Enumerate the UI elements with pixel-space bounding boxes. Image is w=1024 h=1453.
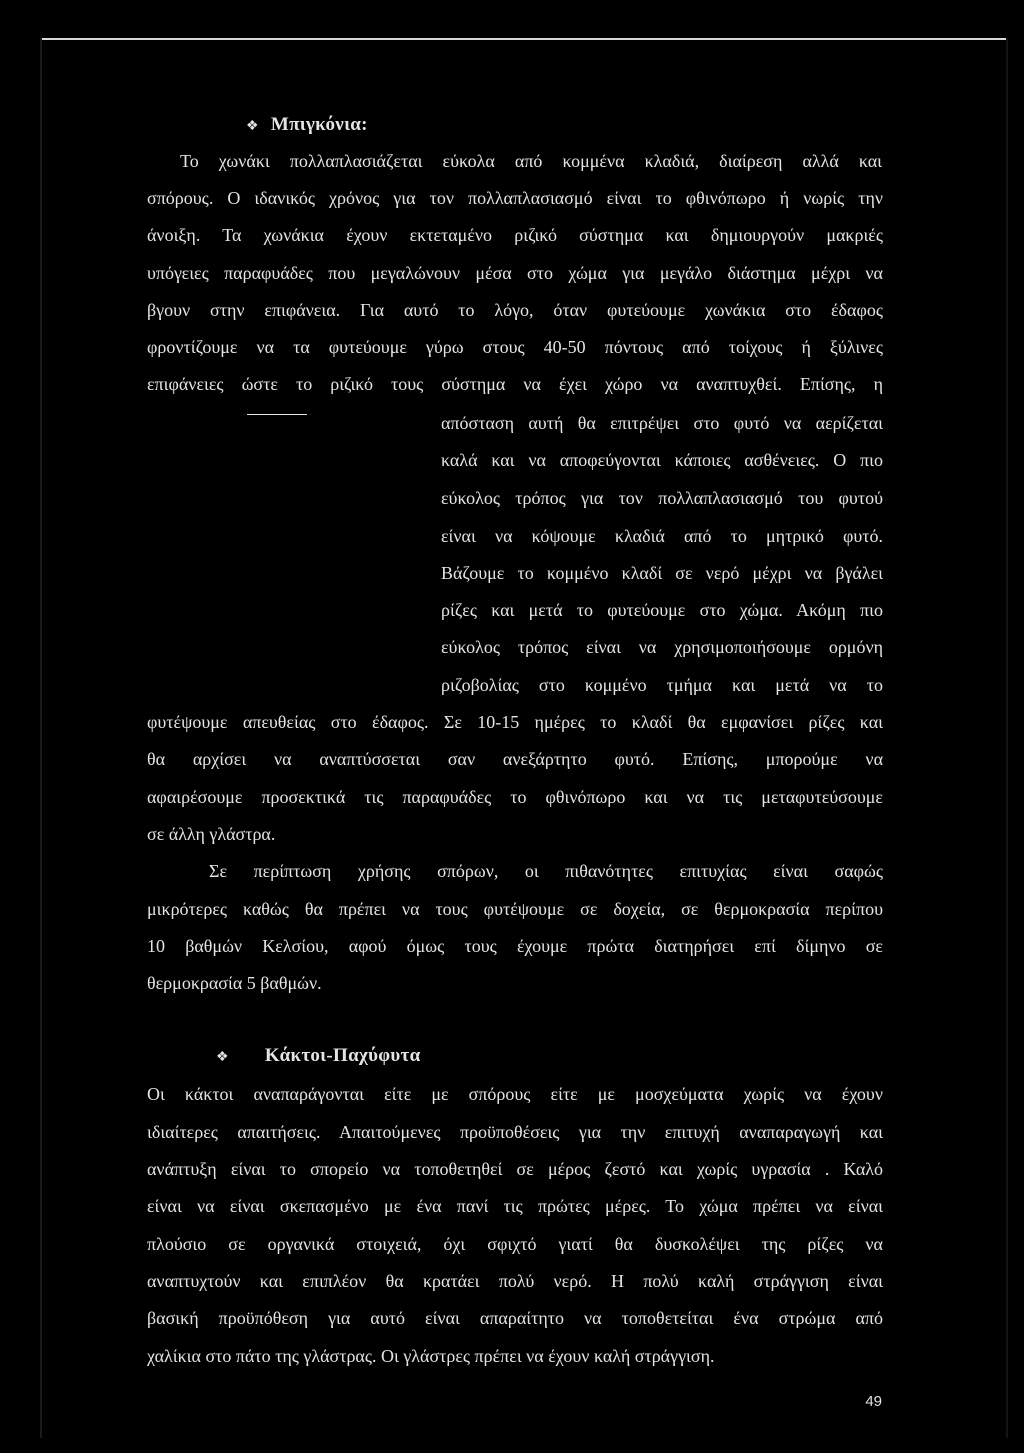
paragraph-line: χαλίκια στο πάτο της γλάστρας. Οι γλάστρες πρέπει να έχουν καλή στράγγιση.: [147, 1346, 715, 1366]
diamond-bullet-icon: ❖: [246, 119, 259, 134]
paragraph-line: ριζοβολίας στο κομμένο τμήμα και μετά να το: [441, 675, 883, 695]
paragraph-line: αναπτυχτούν και επιπλέον θα κρατάει πολύ νερό. Η πολύ καλή στράγγιση είναι: [147, 1271, 883, 1291]
paragraph-line: εύκολος τρόπος για τον πολλαπλασιασμό του φυτού: [441, 488, 883, 508]
paragraph-line: πλούσιο σε οργανικά στοιχειά, όχι σφιχτό γιατί θα δυσκολέψει της ρίζες να: [147, 1234, 883, 1254]
paragraph-line: φροντίζουμε να τα φυτεύουμε γύρω στους 40-50 πόντους από τοίχους ή ξύλινες: [147, 337, 883, 357]
heading-text: Μπιγκόνια:: [270, 114, 368, 135]
section-heading-cacti: [216, 1045, 421, 1067]
paragraph-line: βγουν στην επιφάνεια. Για αυτό το λόγο, όταν φυτεύουμε χωνάκια στο έδαφος: [147, 300, 883, 320]
paragraph-line: σε άλλη γλάστρα.: [147, 824, 276, 844]
paragraph-line: υπόγειες παραφυάδες που μεγαλώνουν μέσα στο χώμα για μεγάλο διάστημα μέχρι να: [147, 263, 883, 283]
page-border-top: [40, 38, 1008, 40]
paragraph-line: είναι να κόψουμε κλαδιά από το μητρικό φυτό.: [441, 526, 883, 546]
paragraph-line: εύκολος τρόπος είναι να χρησιμοποιήσουμε ορμόνη: [441, 637, 883, 657]
paragraph-line: 10 βαθμών Κελσίου, αφού όμως τους έχουμε πρώτα διατηρήσει επί δίμηνο σε: [147, 936, 883, 956]
page-number: 49: [865, 1393, 882, 1410]
diamond-bullet-icon: ❖: [216, 1050, 229, 1065]
paragraph-line: βασική προϋπόθεση για αυτό είναι απαραίτητο να τοποθετείται ένα στρώμα από: [147, 1308, 883, 1328]
heading-text: Κάκτοι-Παχύφυτα: [264, 1045, 421, 1066]
paragraph-line: ρίζες και μετά το φυτεύουμε στο χώμα. Ακόμη πιο: [441, 600, 883, 620]
paragraph-line: αφαιρέσουμε προσεκτικά τις παραφυάδες το φθινόπωρο και να τις μεταφυτεύσουμε: [147, 787, 883, 807]
paragraph-line: επιφάνειες ώστε το ριζικό τους σύστημα να έχει χώρο να αναπτυχθεί. Επίσης, η: [147, 374, 883, 394]
paragraph-line: Βάζουμε το κομμένο κλαδί σε νερό μέχρι να βγάλει: [441, 563, 883, 583]
paragraph-line: Σε περίπτωση χρήσης σπόρων, οι πιθανότητες επιτυχίας είναι σαφώς: [209, 861, 883, 881]
paragraph-line: απόσταση αυτή θα επιτρέψει στο φυτό να αερίζεται: [441, 413, 883, 433]
figure-placeholder-rule: [247, 414, 307, 415]
paragraph-line: καλά και να αποφεύγονται κάποιες ασθένειες. Ο πιο: [441, 450, 883, 470]
paragraph-line: Οι κάκτοι αναπαράγονται είτε με σπόρους είτε με μοσχεύματα χωρίς να έχουν: [147, 1084, 883, 1104]
paragraph-line: Το χωνάκι πολλαπλασιάζεται εύκολα από κομμένα κλαδιά, διαίρεση αλλά και: [180, 151, 882, 171]
page-border-right: [1006, 38, 1008, 1438]
paragraph-line: μικρότερες καθώς θα πρέπει να τους φυτέψουμε σε δοχεία, σε θερμοκρασία περίπου: [147, 899, 883, 919]
paragraph-line: θα αρχίσει να αναπτύσσεται σαν ανεξάρτητο φυτό. Επίσης, μπορούμε να: [147, 749, 883, 769]
paragraph-line: σπόρους. Ο ιδανικός χρόνος για τον πολλαπλασιασμό είναι το φθινόπωρο ή νωρίς την: [147, 188, 883, 208]
page-border-left: [40, 38, 42, 1438]
paragraph-line: θερμοκρασία 5 βαθμών.: [147, 973, 322, 993]
section-heading-begonia: [246, 114, 368, 136]
paragraph-line: φυτέψουμε απευθείας στο έδαφος. Σε 10-15 ημέρες το κλαδί θα εμφανίσει ρίζες και: [147, 712, 883, 732]
paragraph-line: είναι να είναι σκεπασμένο με ένα πανί τις πρώτες μέρες. Το χώμα πρέπει να είναι: [147, 1196, 883, 1216]
paragraph-line: ανάπτυξη είναι το σπορείο να τοποθετηθεί σε μέρος ζεστό και χωρίς υγρασία . Καλό: [147, 1159, 883, 1179]
paragraph-line: ιδιαίτερες απαιτήσεις. Απαιτούμενες προϋποθέσεις για την επιτυχή αναπαραγωγή και: [147, 1122, 883, 1142]
paragraph-line: άνοιξη. Τα χωνάκια έχουν εκτεταμένο ριζικό σύστημα και δημιουργούν μακριές: [147, 225, 883, 245]
